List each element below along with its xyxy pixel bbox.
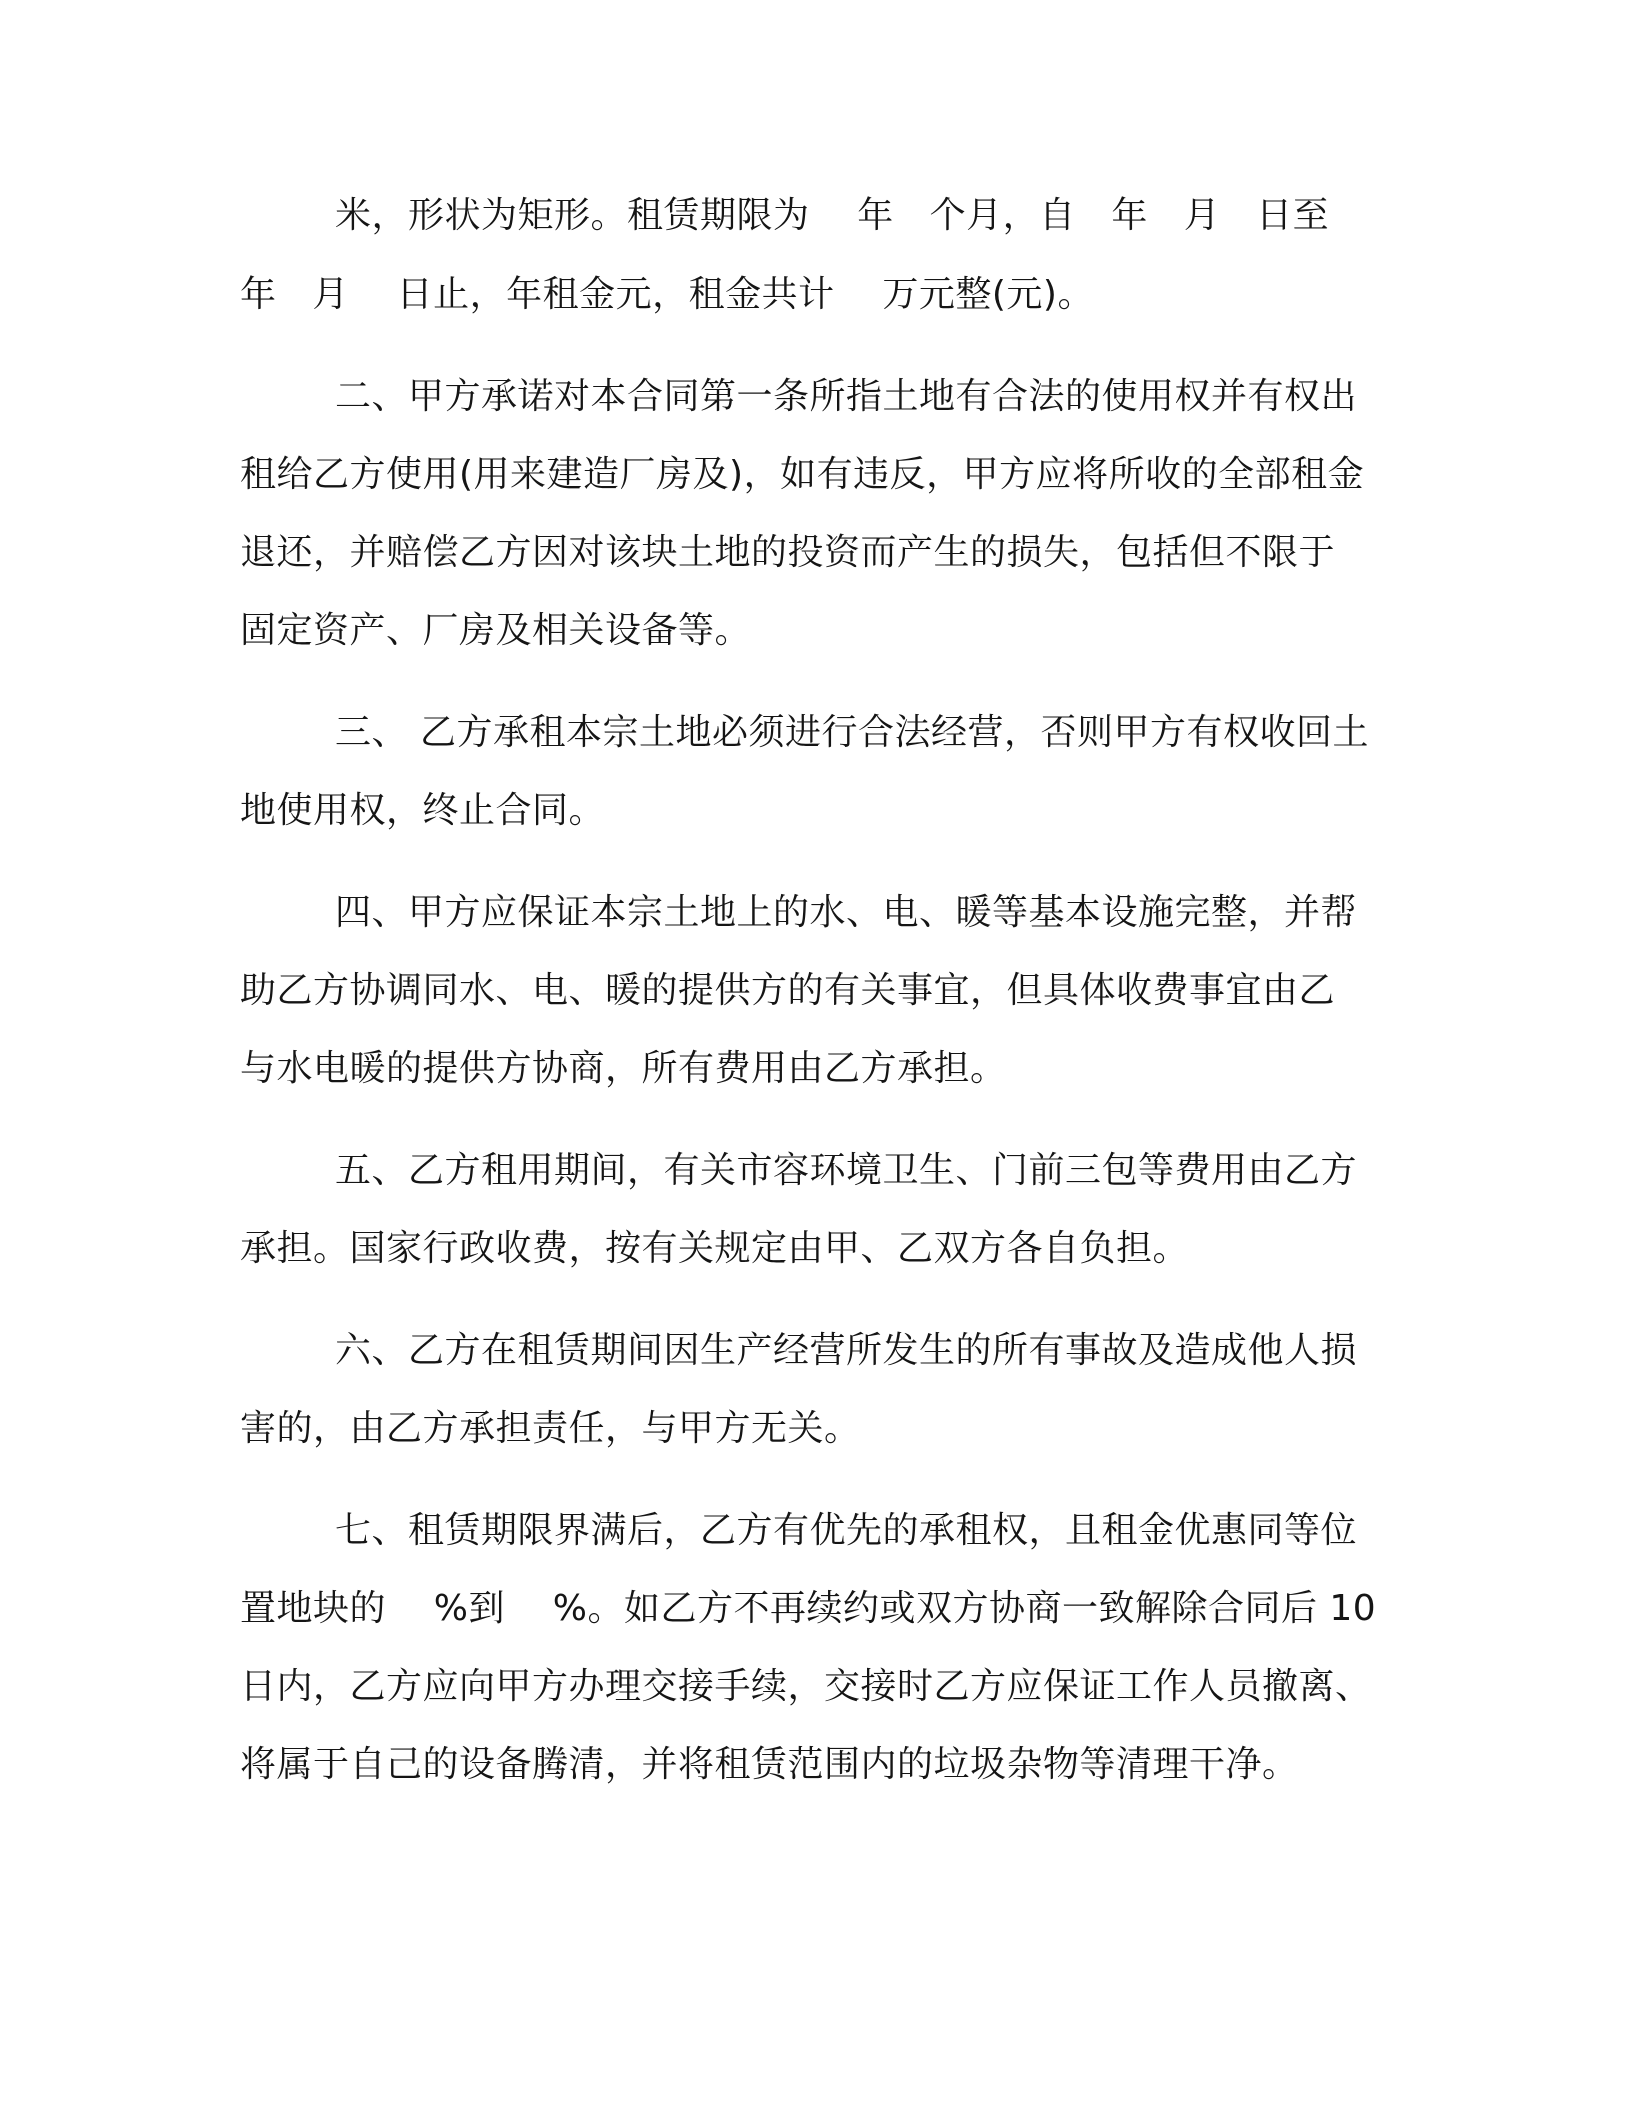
clause-3-line: 三、 乙方承租本宗土地必须进行合法经营，否则甲方有权收回土: [335, 712, 1369, 753]
text-line: 日内，乙方应向甲方办理交接手续，交接时乙方应保证工作人员撤离、: [240, 1666, 1372, 1707]
text-line: 米，形状为矩形。租赁期限为 年 个月，自 年 月 日至: [335, 195, 1330, 236]
text-line: 年 月 日止，年租金元，租金共计 万元整(元)。: [240, 274, 1094, 315]
text-line: 固定资产、厂房及相关设备等。: [240, 610, 752, 651]
text-line: 与水电暖的提供方协商，所有费用由乙方承担。: [240, 1048, 1007, 1089]
text-line: 承担。国家行政收费，按有关规定由甲、乙双方各自负担。: [240, 1228, 1190, 1269]
text-line: 地使用权，终止合同。: [240, 790, 606, 831]
text-line: 置地块的 %到 %。如乙方不再续约或双方协商一致解除合同后 10: [240, 1588, 1377, 1629]
text-line: 退还，并赔偿乙方因对该块土地的投资而产生的损失，包括但不限于: [240, 532, 1336, 573]
text-line: 租给乙方使用(用来建造厂房及)，如有违反，甲方应将所收的全部租金: [240, 454, 1365, 495]
clause-6-line: 六、乙方在租赁期间因生产经营所发生的所有事故及造成他人损: [335, 1330, 1358, 1371]
clause-4-line: 四、甲方应保证本宗土地上的水、电、暖等基本设施完整，并帮: [335, 892, 1358, 933]
clause-2-line: 二、甲方承诺对本合同第一条所指土地有合法的使用权并有权出: [335, 376, 1358, 417]
text-line: 害的，由乙方承担责任，与甲方无关。: [240, 1408, 861, 1449]
text-line: 将属于自己的设备腾清，并将租赁范围内的垃圾杂物等清理干净。: [240, 1744, 1299, 1785]
clause-5-line: 五、乙方租用期间，有关市容环境卫生、门前三包等费用由乙方: [335, 1150, 1358, 1191]
text-line: 助乙方协调同水、电、暖的提供方的有关事宜，但具体收费事宜由乙: [240, 970, 1336, 1011]
clause-7-line: 七、租赁期限界满后，乙方有优先的承租权，且租金优惠同等位: [335, 1510, 1358, 1551]
